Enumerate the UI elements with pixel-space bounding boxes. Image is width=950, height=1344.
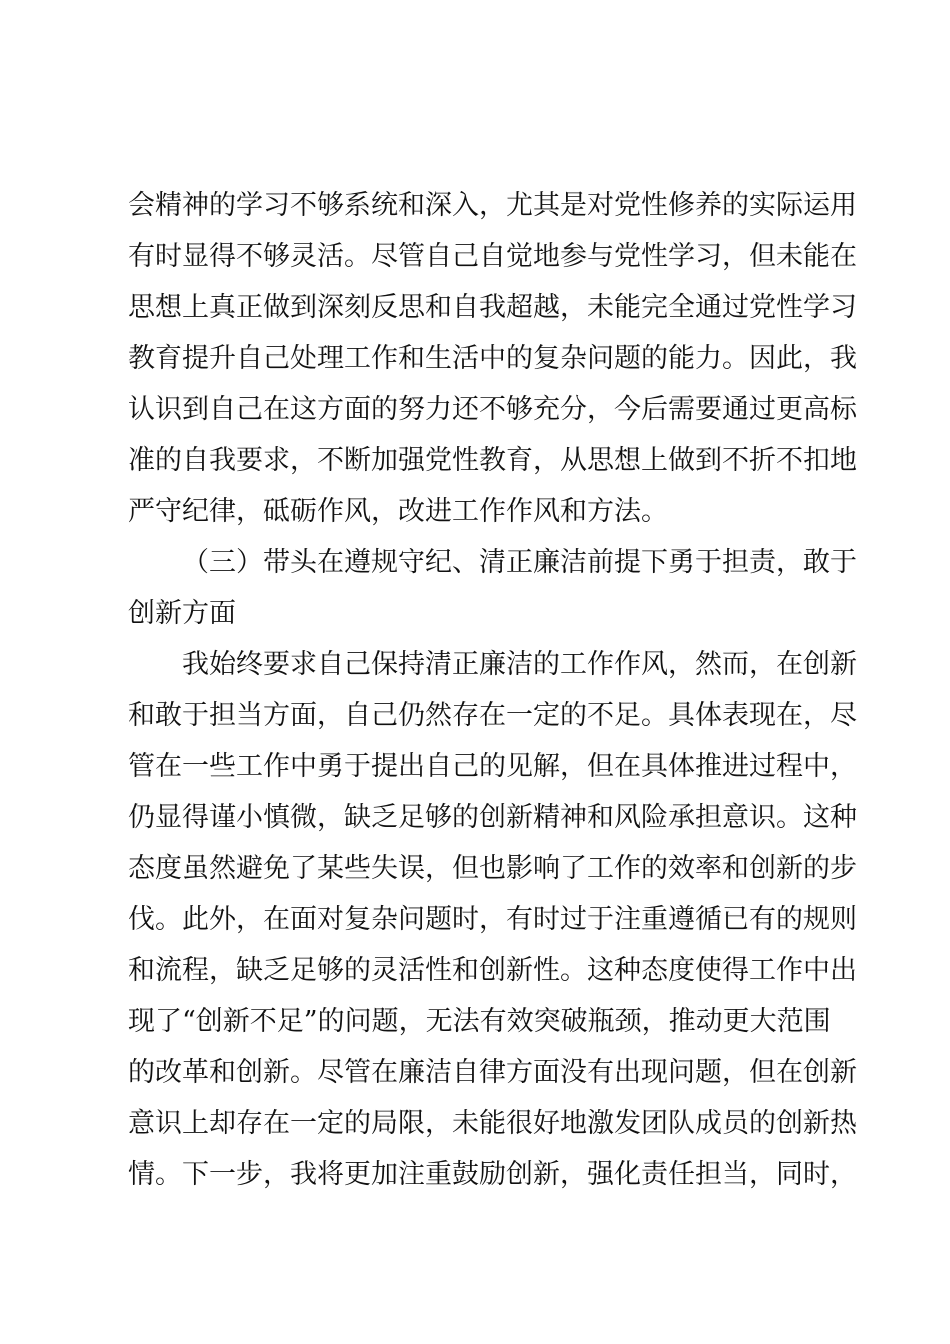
- paragraph-2-line: 伐。此外，在面对复杂问题时，有时过于注重遵循已有的规则: [128, 904, 857, 935]
- paragraph-1-line: 准的自我要求，不断加强党性教育，从思想上做到不折不扣地: [128, 445, 857, 476]
- paragraph-1-line: 认识到自己在这方面的努力还不够充分，今后需要通过更高标: [128, 394, 857, 425]
- paragraph-1: [128, 180, 857, 537]
- paragraph-1-line: 会精神的学习不够系统和深入，尤其是对党性修养的实际运用: [128, 190, 857, 221]
- section-heading-line: 创新方面: [128, 598, 236, 629]
- document-body: [128, 180, 857, 1200]
- paragraph-1-line: 思想上真正做到深刻反思和自我超越，未能完全通过党性学习: [128, 292, 857, 323]
- paragraph-2-line: 现了“创新不足”的问题，无法有效突破瓶颈，推动更大范围: [128, 1006, 831, 1037]
- paragraph-2: [128, 639, 857, 1200]
- paragraph-2-line: 我始终要求自己保持清正廉洁的工作作风，然而，在创新: [182, 649, 857, 680]
- paragraph-2-line: 和敢于担当方面，自己仍然存在一定的不足。具体表现在，尽: [128, 700, 857, 731]
- section-heading-line: （三）带头在遵规守纪、清正廉洁前提下勇于担责，敢于: [182, 547, 857, 578]
- section-heading-3: [128, 537, 857, 639]
- paragraph-2-line: 意识上却存在一定的局限，未能很好地激发团队成员的创新热: [128, 1108, 857, 1139]
- paragraph-2-line: 管在一些工作中勇于提出自己的见解，但在具体推进过程中，: [128, 751, 857, 782]
- paragraph-2-line: 情。下一步，我将更加注重鼓励创新，强化责任担当，同时，: [128, 1159, 857, 1190]
- paragraph-1-line: 严守纪律，砥砺作风，改进工作作风和方法。: [128, 496, 668, 527]
- paragraph-2-line: 仍显得谨小慎微，缺乏足够的创新精神和风险承担意识。这种: [128, 802, 857, 833]
- paragraph-2-line: 的改革和创新。尽管在廉洁自律方面没有出现问题，但在创新: [128, 1057, 857, 1088]
- paragraph-2-line: 态度虽然避免了某些失误，但也影响了工作的效率和创新的步: [128, 853, 857, 884]
- paragraph-1-line: 有时显得不够灵活。尽管自己自觉地参与党性学习，但未能在: [128, 241, 857, 272]
- paragraph-2-line: 和流程，缺乏足够的灵活性和创新性。这种态度使得工作中出: [128, 955, 857, 986]
- paragraph-1-line: 教育提升自己处理工作和生活中的复杂问题的能力。因此，我: [128, 343, 857, 374]
